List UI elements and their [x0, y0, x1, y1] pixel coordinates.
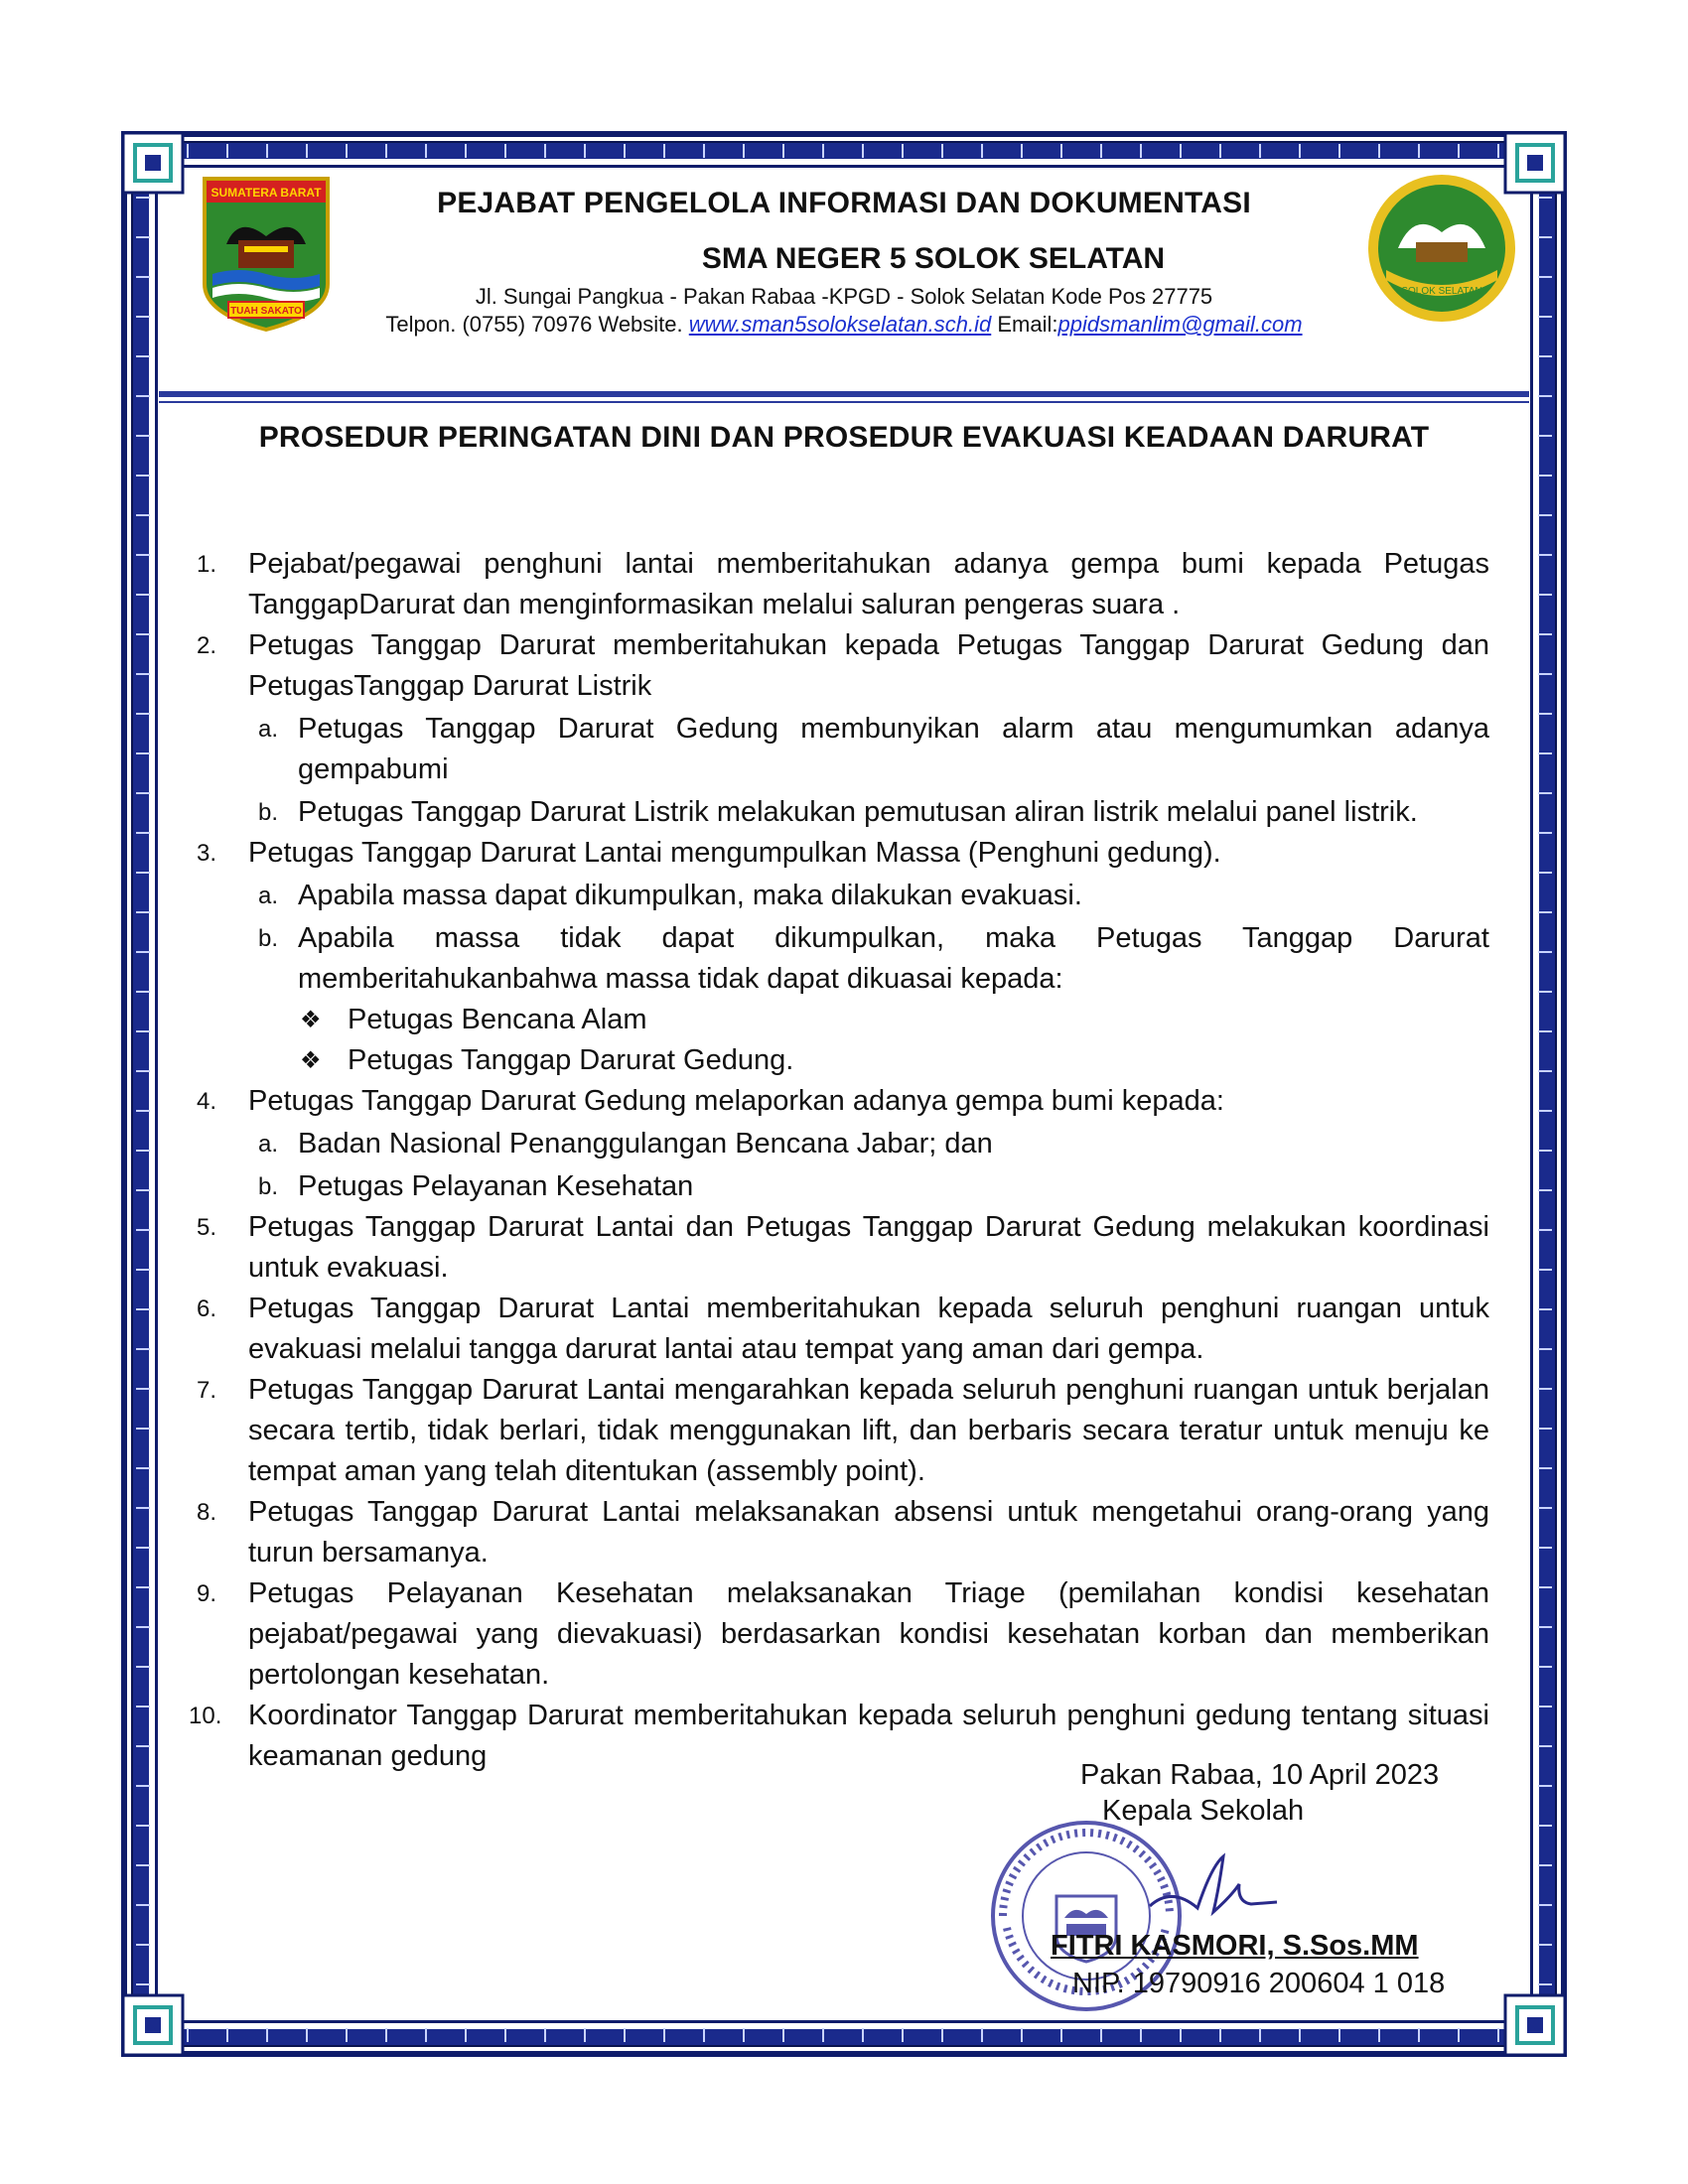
list-item — [189, 1492, 1489, 1573]
item-text: Petugas Tanggap Darurat memberitahukan kepada Petugas Tanggap Darurat Gedung dan PetugasTanggap Darurat Listrik — [248, 629, 1489, 702]
corner-ornament-bottom-right — [1503, 1993, 1567, 2057]
border-pattern-right — [1538, 159, 1552, 2025]
item-number: 10. — [189, 1703, 222, 1729]
header-divider-thin — [159, 401, 1529, 403]
sub-item-letter: a. — [258, 883, 279, 909]
item-text: Petugas Pelayanan Kesehatan melaksanakan Triage (pemilahan kondisi kesehatan pejabat/pegawai yang dievakuasi) berdasarkan kondisi kesehatan korban dan memberikan pertolongan kesehatan. — [248, 1577, 1489, 1691]
border-pattern-left — [136, 159, 150, 2025]
list-item — [189, 1207, 1489, 1289]
diamond-bullet-icon: ❖ — [300, 1007, 322, 1033]
diamond-bullet-icon: ❖ — [300, 1047, 322, 1074]
item-number: 4. — [197, 1088, 217, 1115]
bullet-text: Petugas Tanggap Darurat Gedung. — [348, 1044, 794, 1076]
header-divider — [159, 391, 1529, 397]
sub-item — [248, 876, 1489, 916]
list-item — [189, 1370, 1489, 1492]
list-item — [189, 1573, 1489, 1696]
sub-item-text: Badan Nasional Penanggulangan Bencana Jabar; dan — [298, 1128, 993, 1160]
sub-item-text: Apabila massa tidak dapat dikumpulkan, maka Petugas Tanggap Darurat memberitahukanbahwa massa tidak dapat dikuasai kepada: — [298, 922, 1489, 995]
sub-item-letter: b. — [258, 799, 279, 826]
school-name: SMA NEGER 5 SOLOK SELATAN — [701, 242, 1166, 275]
sub-item — [248, 918, 1489, 1000]
item-text: Pejabat/pegawai penghuni lantai memberitahukan adanya gempa bumi kepada Petugas TanggapDarurat dan menginformasikan melalui saluran pengeras suara . — [248, 548, 1489, 620]
item-number: 1. — [197, 551, 217, 578]
item-number: 6. — [197, 1296, 217, 1322]
list-item — [189, 625, 1489, 707]
school-address: Jl. Sungai Pangkua - Pakan Rabaa -KPGD - Solok Selatan Kode Pos 27775 — [475, 284, 1213, 309]
signatory-name: FITRI KASMORI, S.Sos.MM — [1051, 1930, 1419, 1962]
item-text: Petugas Tanggap Darurat Lantai memberitahukan kepada seluruh penghuni ruangan untuk evakuasi melalui tangga darurat lantai atau tempat yang aman dari gempa. — [248, 1293, 1489, 1365]
office-title: PEJABAT PENGELOLA INFORMASI DAN DOKUMENTASI — [437, 187, 1251, 219]
item-text: Petugas Tanggap Darurat Lantai mengumpulkan Massa (Penghuni gedung). — [248, 837, 1221, 869]
sub-item-letter: a. — [258, 1131, 279, 1158]
sub-item-text: Petugas Tanggap Darurat Gedung membunyikan alarm atau mengumumkan adanya gempabumi — [298, 713, 1489, 785]
email-link[interactable]: ppidsmanlim@gmail.com — [1057, 312, 1303, 337]
border-pattern-top — [149, 144, 1539, 158]
email-label: Email: — [991, 312, 1058, 337]
corner-ornament-top-left — [121, 131, 185, 195]
bullet-item — [298, 1000, 1489, 1040]
bullet-text: Petugas Bencana Alam — [348, 1004, 647, 1035]
handwritten-signature — [1142, 1846, 1281, 1926]
item-number: 9. — [197, 1580, 217, 1607]
item-text: Koordinator Tanggap Darurat memberitahukan kepada seluruh penghuni gedung tentang situasi keamanan gedung — [248, 1700, 1489, 1772]
contact-line — [318, 312, 1370, 338]
corner-ornament-bottom-left — [121, 1993, 185, 2057]
sub-item-letter: b. — [258, 1173, 279, 1200]
sub-item — [248, 1124, 1489, 1164]
sub-item-text: Petugas Pelayanan Kesehatan — [298, 1170, 694, 1202]
place-and-date: Pakan Rabaa, 10 April 2023 — [1080, 1759, 1440, 1791]
sub-item — [248, 709, 1489, 790]
sub-item-text: Apabila massa dapat dikumpulkan, maka dilakukan evakuasi. — [298, 880, 1082, 911]
list-item — [189, 833, 1489, 874]
item-text: Petugas Tanggap Darurat Lantai melaksanakan absensi untuk mengetahui orang-orang yang turun bersamanya. — [248, 1496, 1489, 1569]
logo-banner-text: SUMATERA BARAT — [211, 186, 322, 200]
procedure-list — [189, 544, 1489, 1777]
item-number: 5. — [197, 1214, 217, 1241]
item-number: 3. — [197, 840, 217, 867]
item-number: 8. — [197, 1499, 217, 1526]
list-item — [189, 544, 1489, 625]
sub-item-text: Petugas Tanggap Darurat Listrik melakukan pemutusan aliran listrik melalui panel listrik. — [298, 796, 1418, 828]
item-text: Petugas Tanggap Darurat Lantai mengarahkan kepada seluruh penghuni ruangan untuk berjalan secara tertib, tidak berlari, tidak menggunakan lift, dan berbaris secara teratur untuk menuju ke tempat aman yang telah ditentukan (assembly point). — [248, 1374, 1489, 1487]
phone-text: Telpon. (0755) 70976 Website. — [385, 312, 689, 337]
list-item — [189, 1289, 1489, 1370]
sub-item — [248, 792, 1489, 833]
item-text: Petugas Tanggap Darurat Lantai dan Petugas Tanggap Darurat Gedung melakukan koordinasi untuk evakuasi. — [248, 1211, 1489, 1284]
website-link[interactable]: www.sman5solokselatan.sch.id — [688, 312, 992, 337]
signatory-role: Kepala Sekolah — [1102, 1795, 1305, 1827]
list-item — [189, 1081, 1489, 1122]
signatory-nip: NIP. 19790916 200604 1 018 — [1072, 1968, 1446, 1999]
item-number: 7. — [197, 1377, 217, 1404]
border-pattern-bottom — [149, 2028, 1539, 2042]
item-text: Petugas Tanggap Darurat Gedung melaporkan adanya gempa bumi kepada: — [248, 1085, 1224, 1117]
logo-ribbon-text: TUAH SAKATO — [230, 306, 302, 317]
sub-item — [248, 1166, 1489, 1207]
bullet-item — [298, 1040, 1489, 1081]
sub-item-letter: b. — [258, 925, 279, 952]
sub-item-letter: a. — [258, 716, 279, 743]
document-title: PROSEDUR PERINGATAN DINI DAN PROSEDUR EVAKUASI KEADAAN DARURAT — [258, 421, 1430, 454]
right-logo-text: SOLOK SELATAN — [1401, 286, 1482, 297]
item-number: 2. — [197, 632, 217, 659]
